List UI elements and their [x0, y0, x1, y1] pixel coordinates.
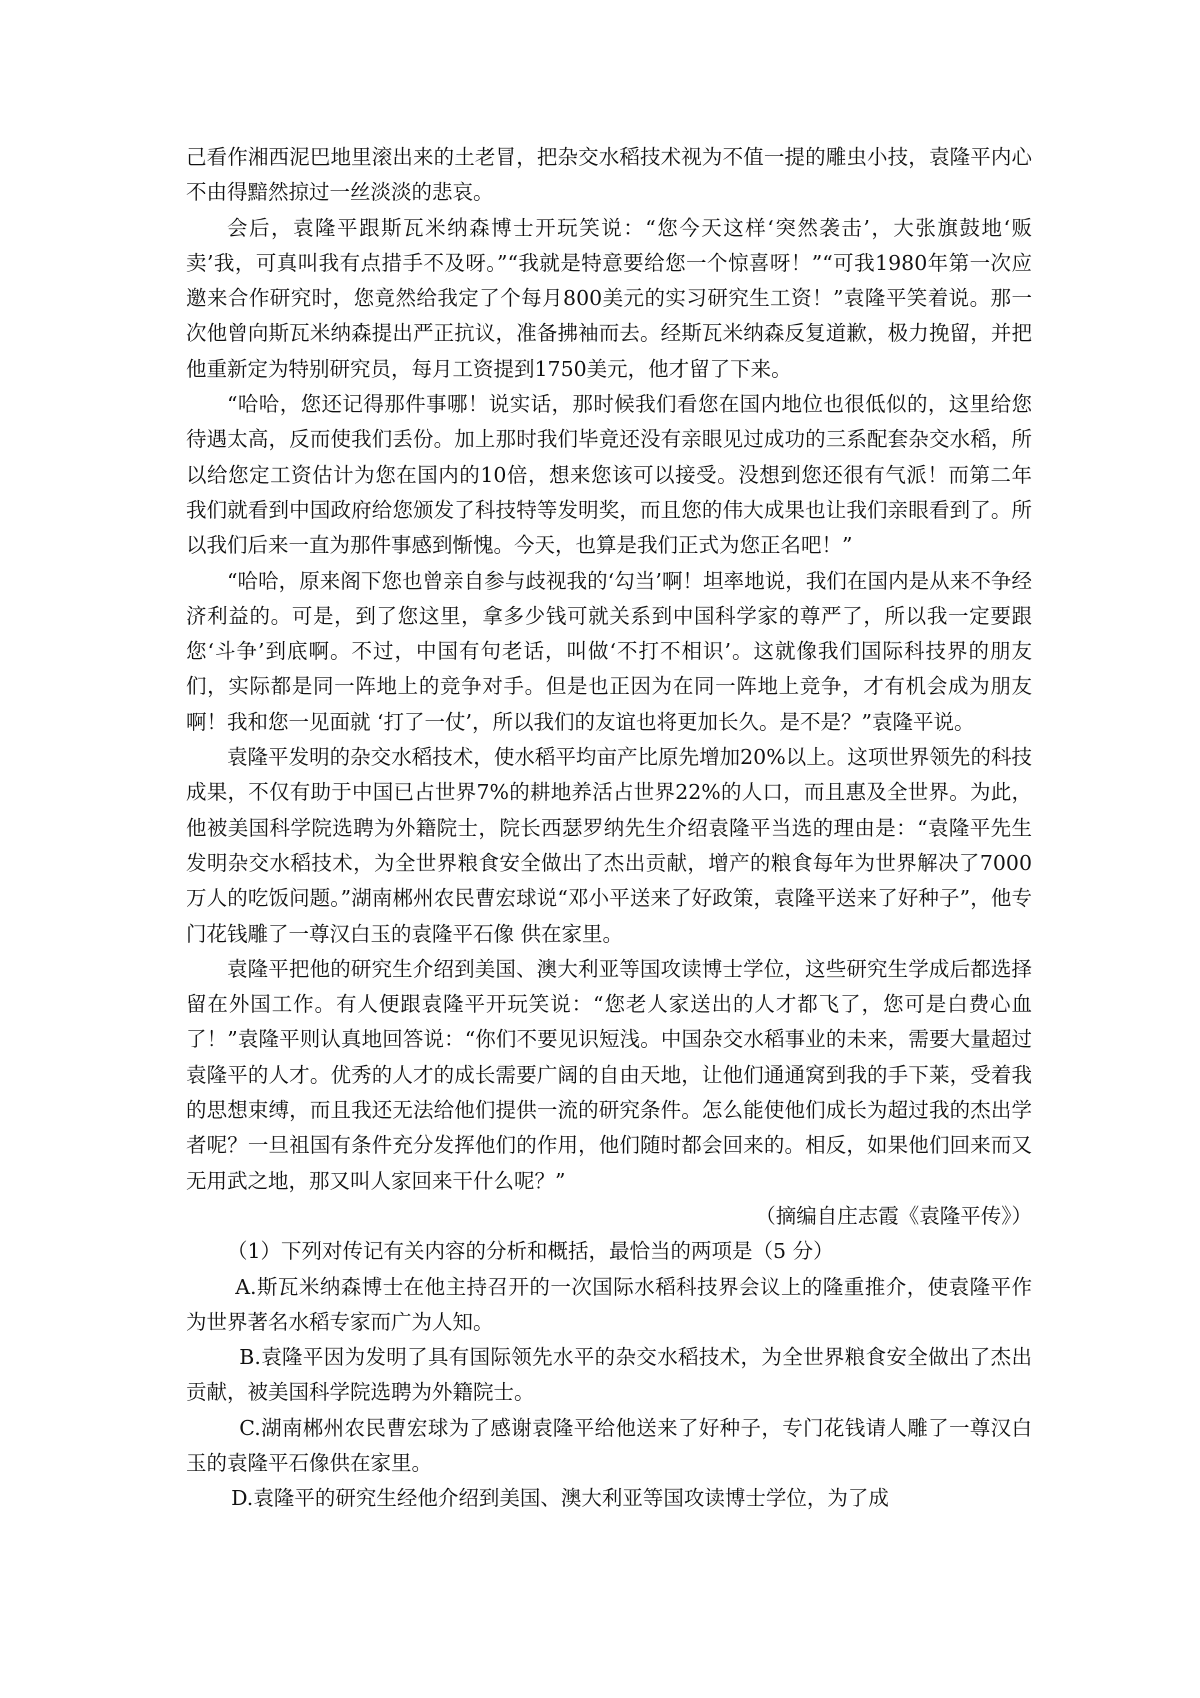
option-a: A.斯瓦米纳森博士在他主持召开的一次国际水稻科技界会议上的隆重推介，使袁隆平作为世界著名水稻专家而广为人知。: [186, 1274, 1032, 1334]
option-b: B.袁隆平因为发明了具有国际领先水平的杂交水稻技术，为全世界粮食安全做出了杰出贡献，被美国科学院选聘为外籍院士。: [186, 1345, 1032, 1405]
paragraph-4: “哈哈，原来阁下您也曾亲自参与歧视我的‘勾当’啊！坦率地说，我们在国内是从来不争经济利益的。可是，到了您这里，拿多少钱可就关系到中国科学家的尊严了，所以我一定要跟您‘斗争’到底啊。不过，中国有句老话，叫做‘不打不相识’。这就像我们国际科技界的朋友们，实际都是同一阵地上的竞争对手。但是也正因为在同一阵地上竞争，才有机会成为朋友啊！我和您一见面就 ‘打了一仗’，所以我们的友谊也将更加长久。是不是？”袁隆平说。: [186, 568, 1032, 734]
source-citation: （摘编自庄志霞《袁隆平传》）: [755, 1203, 1032, 1228]
question-block: [186, 1234, 1032, 1516]
question-stem: （1）下列对传记有关内容的分析和概括，最恰当的两项是（5 分）: [227, 1239, 834, 1264]
paragraph-1: 己看作湘西泥巴地里滚出来的土老冒，把杂交水稻技术视为不值一提的雕虫小技，袁隆平内心不由得黯然掠过一丝淡淡的悲哀。: [186, 145, 1032, 205]
document-page: [186, 140, 1032, 1517]
paragraph-2: 会后，袁隆平跟斯瓦米纳森博士开玩笑说：“您今天这样‘突然袭击’，大张旗鼓地‘贩卖’我，可真叫我有点措手不及呀。”“我就是特意要给您一个惊喜呀！”“可我1980年第一次应邀来合作研究时，您竟然给我定了个每月800美元的实习研究生工资！”袁隆平笑着说。那一次他曾向斯瓦米纳森提出严正抗议，准备拂袖而去。经斯瓦米纳森反复道歉，极力挽留，并把他重新定为特别研究员，每月工资提到1750美元，他才留了下来。: [186, 215, 1032, 381]
paragraph-5: 袁隆平发明的杂交水稻技术，使水稻平均亩产比原先增加20%以上。这项世界领先的科技成果，不仅有助于中国已占世界7%的耕地养活占世界22%的人口，而且惠及全世界。为此，他被美国科学院选聘为外籍院士，院长西瑟罗纳先生介绍袁隆平当选的理由是：“袁隆平先生发明杂交水稻技术，为全世界粮食安全做出了杰出贡献，增产的粮食每年为世界解决了7000万人的吃饭问题。”湖南郴州农民曹宏球说“邓小平送来了好政策，袁隆平送来了好种子”，他专门花钱雕了一尊汉白玉的袁隆平石像 供在家里。: [186, 745, 1032, 946]
option-c: C.湖南郴州农民曹宏球为了感谢袁隆平给他送来了好种子，专门花钱请人雕了一尊汉白玉的袁隆平石像供在家里。: [186, 1415, 1032, 1475]
article-body: [186, 140, 1032, 1234]
option-d: D.袁隆平的研究生经他介绍到美国、澳大利亚等国攻读博士学位，为了成: [231, 1486, 889, 1511]
paragraph-6: 袁隆平把他的研究生介绍到美国、澳大利亚等国攻读博士学位，这些研究生学成后都选择留在外国工作。有人便跟袁隆平开玩笑说：“您老人家送出的人才都飞了，您可是白费心血了！”袁隆平则认真地回答说：“你们不要见识短浅。中国杂交水稻事业的未来，需要大量超过袁隆平的人才。优秀的人才的成长需要广阔的自由天地，让他们通通窝到我的手下莱，受着我的思想束缚，而且我还无法给他们提供一流的研究条件。怎么能使他们成长为超过我的杰出学者呢？一旦祖国有条件充分发挥他们的作用，他们随时都会回来的。相反，如果他们回来而又无用武之地，那又叫人家回来干什么呢？”: [186, 956, 1032, 1193]
paragraph-3: “哈哈，您还记得那件事哪！说实话，那时候我们看您在国内地位也很低似的，这里给您待遇太高，反而使我们丢份。加上那时我们毕竟还没有亲眼见过成功的三系配套杂交水稻，所以给您定工资估计为您在国内的10倍，想来您该可以接受。没想到您还很有气派！而第二年我们就看到中国政府给您颁发了科技特等发明奖，而且您的伟大成果也让我们亲眼看到了。所以我们后来一直为那件事感到惭愧。今天，也算是我们正式为您正名吧！”: [186, 392, 1032, 558]
